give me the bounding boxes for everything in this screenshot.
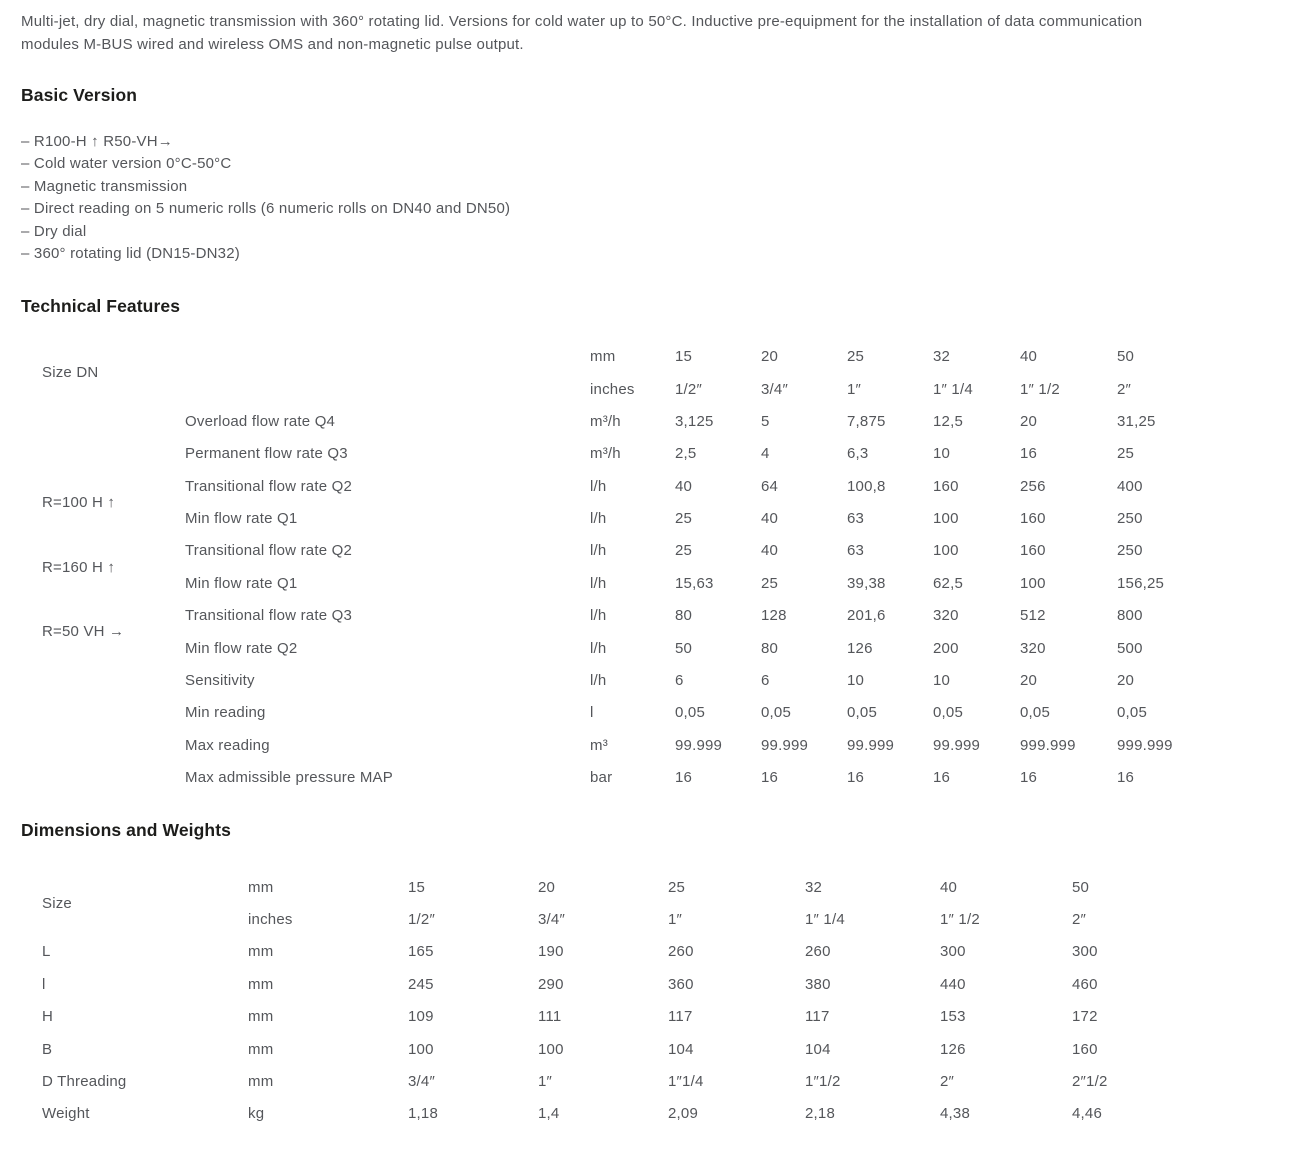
row-unit: mm [248, 878, 274, 896]
cell-value: 2″1/2 [1072, 1072, 1108, 1090]
table-row [42, 535, 1237, 567]
row-unit: mm [248, 1072, 274, 1090]
row-label: Size [42, 894, 72, 912]
row-unit: mm [248, 1040, 274, 1058]
row-label: B [42, 1040, 53, 1058]
table-row [42, 373, 1237, 405]
cell-value: 320 [1020, 639, 1046, 657]
cell-value: 1″ 1/4 [933, 380, 973, 398]
basic-version-heading: Basic Version [21, 85, 138, 105]
cell-value: 3/4″ [408, 1072, 435, 1090]
cell-value: 512 [1020, 607, 1046, 625]
cell-value: 3/4″ [538, 910, 565, 928]
cell-value: 256 [1020, 477, 1046, 495]
cell-value: 200 [933, 639, 959, 657]
cell-value: 126 [940, 1040, 966, 1058]
row-label: L [42, 943, 51, 961]
cell-value: 165 [408, 943, 434, 961]
row-label: Permanent flow rate Q3 [185, 445, 348, 463]
table-row [42, 1033, 1242, 1065]
cell-value: 5 [761, 412, 770, 430]
cell-value: 3,125 [675, 412, 714, 430]
cell-value: 0,05 [1020, 704, 1050, 722]
row-unit: mm [248, 943, 274, 961]
cell-value: 25 [1117, 445, 1135, 463]
row-unit: mm [248, 1008, 274, 1026]
row-label: Transitional flow rate Q2 [185, 542, 353, 560]
row-unit: m³/h [590, 445, 621, 463]
row-label: Min reading [185, 704, 266, 722]
cell-value: 63 [847, 542, 865, 560]
basic-version-list [21, 131, 1282, 265]
row-label: Sensitivity [185, 672, 255, 690]
cell-value: 1″ [668, 910, 683, 928]
technical-features-heading: Technical Features [21, 296, 181, 317]
table-row [42, 405, 1237, 437]
row-group-label: R=100 H ↑ [42, 493, 116, 511]
cell-value: 2,18 [805, 1105, 835, 1123]
cell-value: 117 [805, 1008, 830, 1026]
cell-value: 99.999 [675, 736, 723, 754]
table-row [42, 936, 1242, 968]
cell-value: 100 [1020, 574, 1046, 592]
cell-value: 25 [675, 542, 693, 560]
cell-value: 100 [933, 510, 959, 528]
product-intro-paragraph: Multi-jet, dry dial, magnetic transmission with 360° rotating lid. Versions for cold water up to 50°C. Inductive pre-equipment for the installation of data communication modules M-BUS wired and wireless OMS and non-magnetic pulse output. [21, 13, 1143, 53]
cell-value: 172 [1072, 1008, 1098, 1026]
cell-value: 360 [668, 975, 694, 993]
cell-value: 160 [1072, 1040, 1098, 1058]
cell-value: 104 [805, 1040, 831, 1058]
cell-value: 160 [933, 477, 959, 495]
row-group-label [42, 405, 185, 437]
cell-value: 1″ 1/4 [805, 910, 845, 928]
row-unit: m³/h [590, 412, 621, 430]
table-row [42, 697, 1237, 729]
cell-value: 40 [940, 878, 958, 896]
table-row [42, 567, 1237, 599]
dimensions-weights-heading: Dimensions and Weights [21, 819, 231, 840]
cell-value: 1/2″ [675, 380, 702, 398]
cell-value: 320 [933, 607, 959, 625]
row-group-label: R=160 H ↑ [42, 558, 116, 576]
cell-value: 32 [805, 878, 823, 896]
row-label [185, 340, 590, 372]
cell-value: 800 [1117, 607, 1143, 625]
cell-value: 1″ 1/2 [1020, 380, 1060, 398]
row-unit: mm [590, 348, 616, 366]
cell-value: 245 [408, 975, 434, 993]
cell-value: 16 [847, 769, 865, 787]
row-label: l [42, 975, 46, 993]
cell-value: 111 [538, 1008, 562, 1026]
cell-value: 6 [761, 672, 770, 690]
row-unit: l/h [590, 574, 607, 592]
row-group-label [42, 664, 185, 696]
row-unit: bar [590, 769, 613, 787]
cell-value: 1″1/2 [805, 1072, 841, 1090]
cell-value: 64 [761, 477, 779, 495]
cell-value: 63 [847, 510, 865, 528]
cell-value: 999.999 [1117, 736, 1173, 754]
table-row [42, 871, 1242, 903]
cell-value: 440 [940, 975, 966, 993]
cell-value: 80 [761, 639, 779, 657]
cell-value: 40 [761, 542, 779, 560]
row-group-label [42, 729, 185, 761]
dimensions-weights-table [42, 871, 1242, 1130]
cell-value: 0,05 [933, 704, 963, 722]
cell-value: 190 [538, 943, 564, 961]
cell-value: 290 [538, 975, 564, 993]
row-unit: l/h [590, 477, 607, 495]
table-row [42, 762, 1237, 794]
row-label: D Threading [42, 1072, 127, 1090]
row-unit: l/h [590, 542, 607, 560]
cell-value: 1,18 [408, 1105, 438, 1123]
cell-value: 100,8 [847, 477, 886, 495]
cell-value: 4,46 [1072, 1105, 1102, 1123]
cell-value: 100 [933, 542, 959, 560]
cell-value: 15 [675, 348, 693, 366]
row-unit: l/h [590, 510, 607, 528]
cell-value: 100 [408, 1040, 434, 1058]
cell-value: 10 [847, 672, 865, 690]
row-unit: m³ [590, 736, 608, 754]
cell-value: 104 [668, 1040, 694, 1058]
cell-value: 1″1/4 [668, 1072, 704, 1090]
cell-value: 0,05 [847, 704, 877, 722]
cell-value: 25 [761, 574, 779, 592]
row-unit: l [590, 704, 594, 722]
cell-value: 16 [1020, 445, 1038, 463]
row-group-label [42, 697, 185, 729]
cell-value: 156,25 [1117, 574, 1165, 592]
table-row [42, 470, 1237, 502]
cell-value: 126 [847, 639, 873, 657]
table-row [42, 502, 1237, 534]
cell-value: 2″ [1117, 380, 1132, 398]
cell-value: 100 [538, 1040, 564, 1058]
table-row [42, 340, 1237, 372]
cell-value: 1/2″ [408, 910, 435, 928]
cell-value: 16 [1117, 769, 1135, 787]
table-row [42, 1065, 1242, 1097]
cell-value: 2,09 [668, 1105, 698, 1123]
row-unit: l/h [590, 672, 607, 690]
row-label: H [42, 1008, 54, 1026]
row-group-label [42, 762, 185, 794]
cell-value: 0,05 [1117, 704, 1147, 722]
cell-value: 40 [761, 510, 779, 528]
cell-value: 0,05 [761, 704, 791, 722]
cell-value: 99.999 [933, 736, 981, 754]
cell-value: 50 [1072, 878, 1090, 896]
cell-value: 99.999 [761, 736, 809, 754]
cell-value: 25 [847, 348, 865, 366]
cell-value: 201,6 [847, 607, 886, 625]
cell-value: 1,4 [538, 1105, 560, 1123]
cell-value: 16 [675, 769, 693, 787]
row-label: Max admissible pressure MAP [185, 769, 393, 787]
list-item: – Dry dial [21, 222, 87, 240]
list-item: – Cold water version 0°C-50°C [21, 155, 232, 173]
cell-value: 50 [675, 639, 693, 657]
table-row [42, 600, 1237, 632]
cell-value: 2,5 [675, 445, 697, 463]
table-row [42, 632, 1237, 664]
cell-value: 39,38 [847, 574, 886, 592]
cell-value: 4 [761, 445, 770, 463]
cell-value: 16 [933, 769, 951, 787]
list-item: – 360° rotating lid (DN15-DN32) [21, 245, 240, 263]
cell-value: 400 [1117, 477, 1143, 495]
row-label: Min flow rate Q1 [185, 510, 298, 528]
cell-value: 20 [1020, 672, 1038, 690]
row-unit: inches [248, 910, 293, 928]
cell-value: 20 [538, 878, 556, 896]
row-unit: inches [590, 380, 635, 398]
cell-value: 250 [1117, 510, 1143, 528]
cell-value: 15 [408, 878, 426, 896]
technical-features-table [42, 340, 1237, 793]
cell-value: 31,25 [1117, 412, 1156, 430]
cell-value: 117 [668, 1008, 693, 1026]
cell-value: 16 [761, 769, 779, 787]
cell-value: 109 [408, 1008, 434, 1026]
cell-value: 6,3 [847, 445, 869, 463]
cell-value: 500 [1117, 639, 1143, 657]
table-row [42, 664, 1237, 696]
cell-value: 99.999 [847, 736, 895, 754]
row-label: Overload flow rate Q4 [185, 412, 336, 430]
cell-value: 20 [1117, 672, 1135, 690]
row-group-label: R=50 VH → [42, 623, 125, 641]
list-item: – Magnetic transmission [21, 177, 188, 195]
cell-value: 1″ 1/2 [940, 910, 980, 928]
row-label: Weight [42, 1105, 90, 1123]
cell-value: 3/4″ [761, 380, 788, 398]
cell-value: 380 [805, 975, 831, 993]
cell-value: 260 [668, 943, 694, 961]
row-group-label: Size DN [42, 364, 99, 382]
cell-value: 7,875 [847, 412, 886, 430]
list-item: – Direct reading on 5 numeric rolls (6 numeric rolls on DN40 and DN50) [21, 200, 511, 218]
row-label: Min flow rate Q2 [185, 639, 298, 657]
row-label [185, 373, 590, 405]
cell-value: 300 [940, 943, 966, 961]
row-group-label [42, 438, 185, 470]
cell-value: 6 [675, 672, 684, 690]
cell-value: 80 [675, 607, 693, 625]
cell-value: 10 [933, 445, 951, 463]
cell-value: 1″ [847, 380, 862, 398]
cell-value: 62,5 [933, 574, 963, 592]
cell-value: 10 [933, 672, 951, 690]
cell-value: 50 [1117, 348, 1135, 366]
cell-value: 2″ [940, 1072, 955, 1090]
cell-value: 40 [675, 477, 693, 495]
cell-value: 20 [1020, 412, 1038, 430]
cell-value: 32 [933, 348, 951, 366]
table-row [42, 968, 1242, 1000]
row-label: Min flow rate Q1 [185, 574, 298, 592]
cell-value: 4,38 [940, 1105, 970, 1123]
table-row [42, 729, 1237, 761]
row-label: Transitional flow rate Q2 [185, 477, 353, 495]
table-row [42, 438, 1237, 470]
cell-value: 12,5 [933, 412, 963, 430]
cell-value: 15,63 [675, 574, 714, 592]
table-row [42, 1098, 1242, 1130]
cell-value: 160 [1020, 542, 1046, 560]
row-label: Transitional flow rate Q3 [185, 607, 353, 625]
cell-value: 16 [1020, 769, 1038, 787]
cell-value: 2″ [1072, 910, 1087, 928]
cell-value: 25 [675, 510, 693, 528]
cell-value: 40 [1020, 348, 1038, 366]
cell-value: 160 [1020, 510, 1046, 528]
cell-value: 250 [1117, 542, 1143, 560]
cell-value: 20 [761, 348, 779, 366]
cell-value: 0,05 [675, 704, 705, 722]
cell-value: 300 [1072, 943, 1098, 961]
row-unit: l/h [590, 607, 607, 625]
row-unit: l/h [590, 639, 607, 657]
row-label: Max reading [185, 736, 270, 754]
table-row [42, 1000, 1242, 1032]
cell-value: 460 [1072, 975, 1098, 993]
cell-value: 1″ [538, 1072, 553, 1090]
list-item: – R100-H ↑ R50-VH→ [21, 133, 173, 150]
cell-value: 153 [940, 1008, 966, 1026]
row-unit: kg [248, 1105, 265, 1123]
cell-value: 128 [761, 607, 787, 625]
cell-value: 260 [805, 943, 831, 961]
row-unit: mm [248, 975, 274, 993]
cell-value: 25 [668, 878, 686, 896]
cell-value: 999.999 [1020, 736, 1076, 754]
